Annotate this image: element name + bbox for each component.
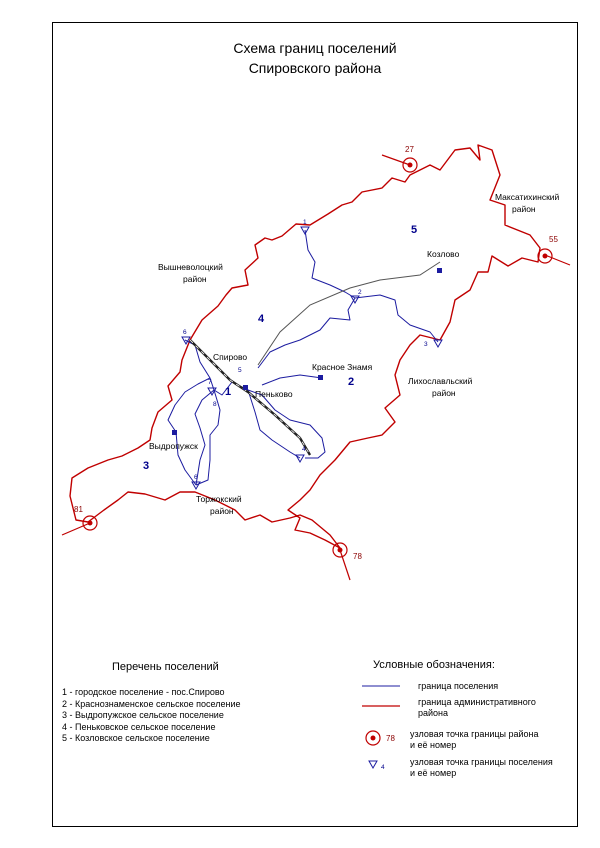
district-boundary [70, 145, 540, 548]
list-item: 2 - Краснознаменское сельское поселение [62, 698, 241, 709]
district-name-maksatikha: район [512, 204, 536, 214]
district-node-label: 55 [549, 235, 558, 244]
zone-number: 5 [411, 224, 418, 236]
settlement-node-label: 8 [213, 401, 217, 408]
legend-title: Условные обозначения: [373, 659, 495, 671]
settlement-list [62, 687, 241, 745]
legend-district-node-text: и её номер [410, 740, 457, 750]
legend-settlement-node-text: узловая точка границы поселения [410, 757, 553, 767]
settlement-name-spirovo: Спирово [213, 352, 248, 362]
settlement-node-label: 5 [238, 367, 242, 374]
settlement-node-label: 1 [303, 219, 307, 226]
list-item: 1 - городское поселение - пос.Спирово [62, 687, 225, 697]
settlement-node-label: 6 [194, 474, 198, 481]
settlement-name-penkovo: Пеньково [255, 389, 293, 399]
legend-settlement-boundary-text: граница поселения [418, 681, 499, 691]
district-name-vyshnevolotsky: Вышневолоцкий [158, 262, 223, 272]
map-title-line1: Схема границ поселений [233, 40, 397, 56]
district-name-likhoslavl: Лихославльский [408, 376, 473, 386]
settlement-node-label: 3 [424, 341, 428, 348]
settlement-name-kozlovo: Козлово [427, 249, 460, 259]
list-item: 5 - Козловское сельское поселение [62, 733, 210, 743]
legend-district-boundary-text: граница административного [418, 697, 536, 707]
settlement-node-label: 7 [208, 379, 212, 386]
settlement-name-vydropuzhsk: Выдропужск [149, 441, 198, 451]
zone-number: 2 [348, 376, 355, 388]
list-title: Перечень поселений [112, 661, 219, 673]
district-name-vyshnevolotsky: район [183, 274, 207, 284]
legend-settlement-node-icon [369, 761, 377, 768]
district-node-label: 81 [74, 505, 83, 514]
list-item: 3 - Выдропужское сельское поселение [62, 710, 224, 720]
settlement-node-label: 4 [302, 446, 306, 453]
district-name-maksatikha: Максатихинский [495, 192, 560, 202]
zone-number: 3 [143, 460, 150, 472]
district-node-label: 27 [405, 145, 414, 154]
map-title-line2: Спировского района [248, 60, 382, 76]
legend-district-node-number: 78 [386, 734, 395, 743]
settlement-node-label: 2 [358, 289, 362, 296]
district-name-torzhok: район [210, 506, 234, 516]
list-item: 4 - Пеньковское сельское поселение [62, 721, 216, 732]
settlement-name-krasnoe-znamya: Красное Знамя [312, 362, 373, 372]
legend-district-node-text: узловая точка границы района [410, 729, 539, 739]
legend-district-boundary-text: района [418, 708, 449, 718]
zone-number: 1 [225, 386, 232, 398]
legend-district-node-icon [366, 731, 380, 745]
district-name-likhoslavl: район [432, 388, 456, 398]
district-node-27 [403, 145, 417, 172]
district-node-label: 78 [353, 552, 362, 561]
zone-number: 4 [258, 313, 265, 325]
legend-settlement-node-number: 4 [381, 764, 385, 771]
district-name-torzhok: Торжокский [196, 494, 242, 504]
settlement-node-label: 6 [183, 329, 187, 336]
district-ray-55 [545, 255, 570, 265]
district-node-81 [74, 505, 97, 530]
legend-settlement-node-text: и её номер [410, 768, 457, 778]
